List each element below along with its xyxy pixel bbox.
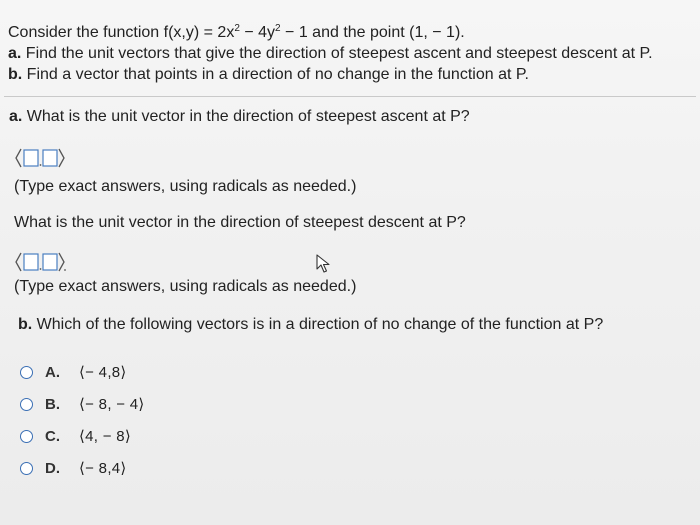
- question-no-change: [18, 316, 603, 334]
- answer-options: [20, 356, 145, 484]
- question-a1-text: What is the unit vector in the direction of steepest ascent at P?: [22, 108, 470, 125]
- question-steepest-ascent: [9, 108, 470, 126]
- option-value: ⟨− 8, − 4⟩: [79, 396, 145, 413]
- option-letter: D.: [45, 459, 60, 477]
- option-value: ⟨4, − 8⟩: [79, 428, 132, 445]
- part-b-letter: b.: [8, 66, 23, 83]
- ascent-vector-answer-box[interactable]: [14, 147, 66, 169]
- radio-icon[interactable]: [20, 430, 33, 443]
- descent-hint: (Type exact answers, using radicals as needed.): [14, 278, 357, 295]
- question-steepest-descent: What is the unit vector in the direction of steepest descent at P?: [14, 214, 466, 231]
- option-value: ⟨− 4,8⟩: [79, 364, 127, 381]
- option-letter: C.: [45, 427, 60, 445]
- option-letter: B.: [45, 395, 60, 413]
- problem-intro: [8, 22, 692, 43]
- option-letter: A.: [45, 363, 60, 381]
- intro-mid: − 4y: [239, 24, 276, 41]
- ascent-hint: (Type exact answers, using radicals as needed.): [14, 178, 357, 195]
- intro-prefix: Consider the function f(x,y) = 2x: [8, 24, 235, 41]
- part-a-text: Find the unit vectors that give the direction of steepest ascent and steepest descent at P.: [21, 45, 653, 62]
- intro-exponent-1: 2: [234, 23, 240, 34]
- section-divider: [4, 96, 696, 97]
- descent-vector-answer-box[interactable]: [14, 251, 66, 273]
- option-value: ⟨− 8,4⟩: [79, 460, 127, 477]
- option-b[interactable]: [20, 388, 145, 420]
- part-a-letter: a.: [8, 45, 22, 62]
- radio-icon[interactable]: [20, 462, 33, 475]
- radio-icon[interactable]: [20, 398, 33, 411]
- option-d[interactable]: [20, 452, 145, 484]
- problem-part-b: [8, 64, 692, 85]
- problem-part-a: [8, 43, 692, 64]
- option-a[interactable]: [20, 356, 145, 388]
- part-b-text: Find a vector that points in a direction of no change in the function at P.: [22, 66, 529, 83]
- radio-icon[interactable]: [20, 366, 33, 379]
- question-a-letter: a.: [9, 108, 23, 125]
- problem-statement: [8, 22, 692, 85]
- intro-exponent-2: 2: [275, 23, 281, 34]
- question-b-letter: b.: [18, 316, 33, 333]
- mouse-pointer-icon: [316, 254, 332, 274]
- intro-suffix: − 1 and the point (1, − 1).: [280, 24, 465, 41]
- option-c[interactable]: [20, 420, 145, 452]
- question-b-text: Which of the following vectors is in a direction of no change of the function at P?: [32, 316, 604, 333]
